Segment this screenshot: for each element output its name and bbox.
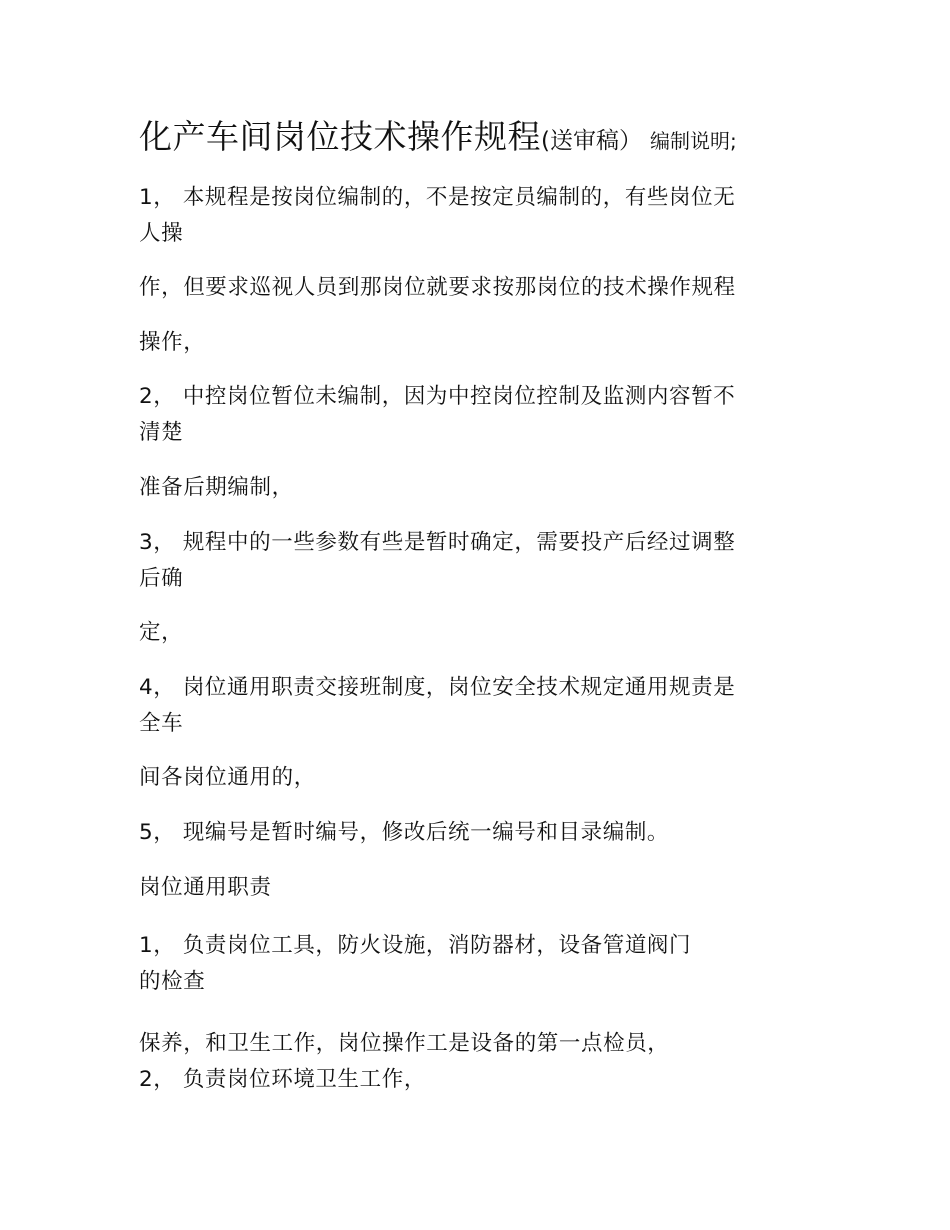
- paragraph-line: 1， 负责岗位工具，防火设施，消防器材，设备管道阀门: [139, 933, 692, 958]
- paragraph-line: 5， 现编号是暂时编号，修改后统一编号和目录编制。: [139, 820, 670, 845]
- document-title: [139, 112, 839, 168]
- paragraph-9: [139, 760, 819, 796]
- section-heading: [139, 870, 819, 906]
- paragraph-line: 间各岗位通用的，: [139, 765, 316, 790]
- paragraph-4: [139, 379, 819, 451]
- paragraph-6: [139, 525, 819, 597]
- paragraph-line: 清楚: [139, 420, 184, 445]
- paragraph-line: 全车: [139, 711, 184, 736]
- paragraph-1: [139, 180, 819, 252]
- paragraph-line: 2， 中控岗位暂位未编制，因为中控岗位控制及监测内容暂不: [139, 384, 736, 409]
- paragraph-13: [139, 1026, 819, 1098]
- paragraph-8: [139, 670, 819, 742]
- paragraph-line: 作，但要求巡视人员到那岗位就要求按那岗位的技术操作规程: [139, 275, 736, 300]
- paragraph-line: 准备后期编制，: [139, 475, 294, 500]
- paragraph-5: [139, 470, 819, 506]
- paragraph-line: 操作，: [139, 330, 206, 355]
- title-main: 化产车间岗位技术操作规程: [139, 117, 541, 156]
- paragraph-line: 人操: [139, 221, 184, 246]
- paragraph-line: 定，: [139, 620, 184, 645]
- paragraph-12: [139, 928, 819, 1000]
- paragraph-line: 岗位通用职责: [139, 875, 272, 900]
- title-subtitle: 编制说明;: [649, 129, 737, 153]
- paragraph-line: 后确: [139, 566, 184, 591]
- paragraph-line: 4， 岗位通用职责交接班制度，岗位安全技术规定通用规责是: [139, 675, 736, 700]
- paragraph-7: [139, 615, 819, 651]
- paragraph-line: 3， 规程中的一些参数有些是暂时确定，需要投产后经过调整: [139, 530, 736, 555]
- paragraph-line: 保养，和卫生工作，岗位操作工是设备的第一点检员，: [139, 1031, 670, 1056]
- paragraph-3: [139, 325, 819, 361]
- paragraph-line: 1， 本规程是按岗位编制的，不是按定员编制的，有些岗位无: [139, 185, 736, 210]
- paragraph-line: 2， 负责岗位环境卫生工作，: [139, 1067, 426, 1092]
- paragraph-10: [139, 815, 819, 851]
- paragraph-2: [139, 270, 819, 306]
- title-parenthetical: (送审稿）: [541, 128, 642, 154]
- paragraph-line: 的检查: [139, 969, 206, 994]
